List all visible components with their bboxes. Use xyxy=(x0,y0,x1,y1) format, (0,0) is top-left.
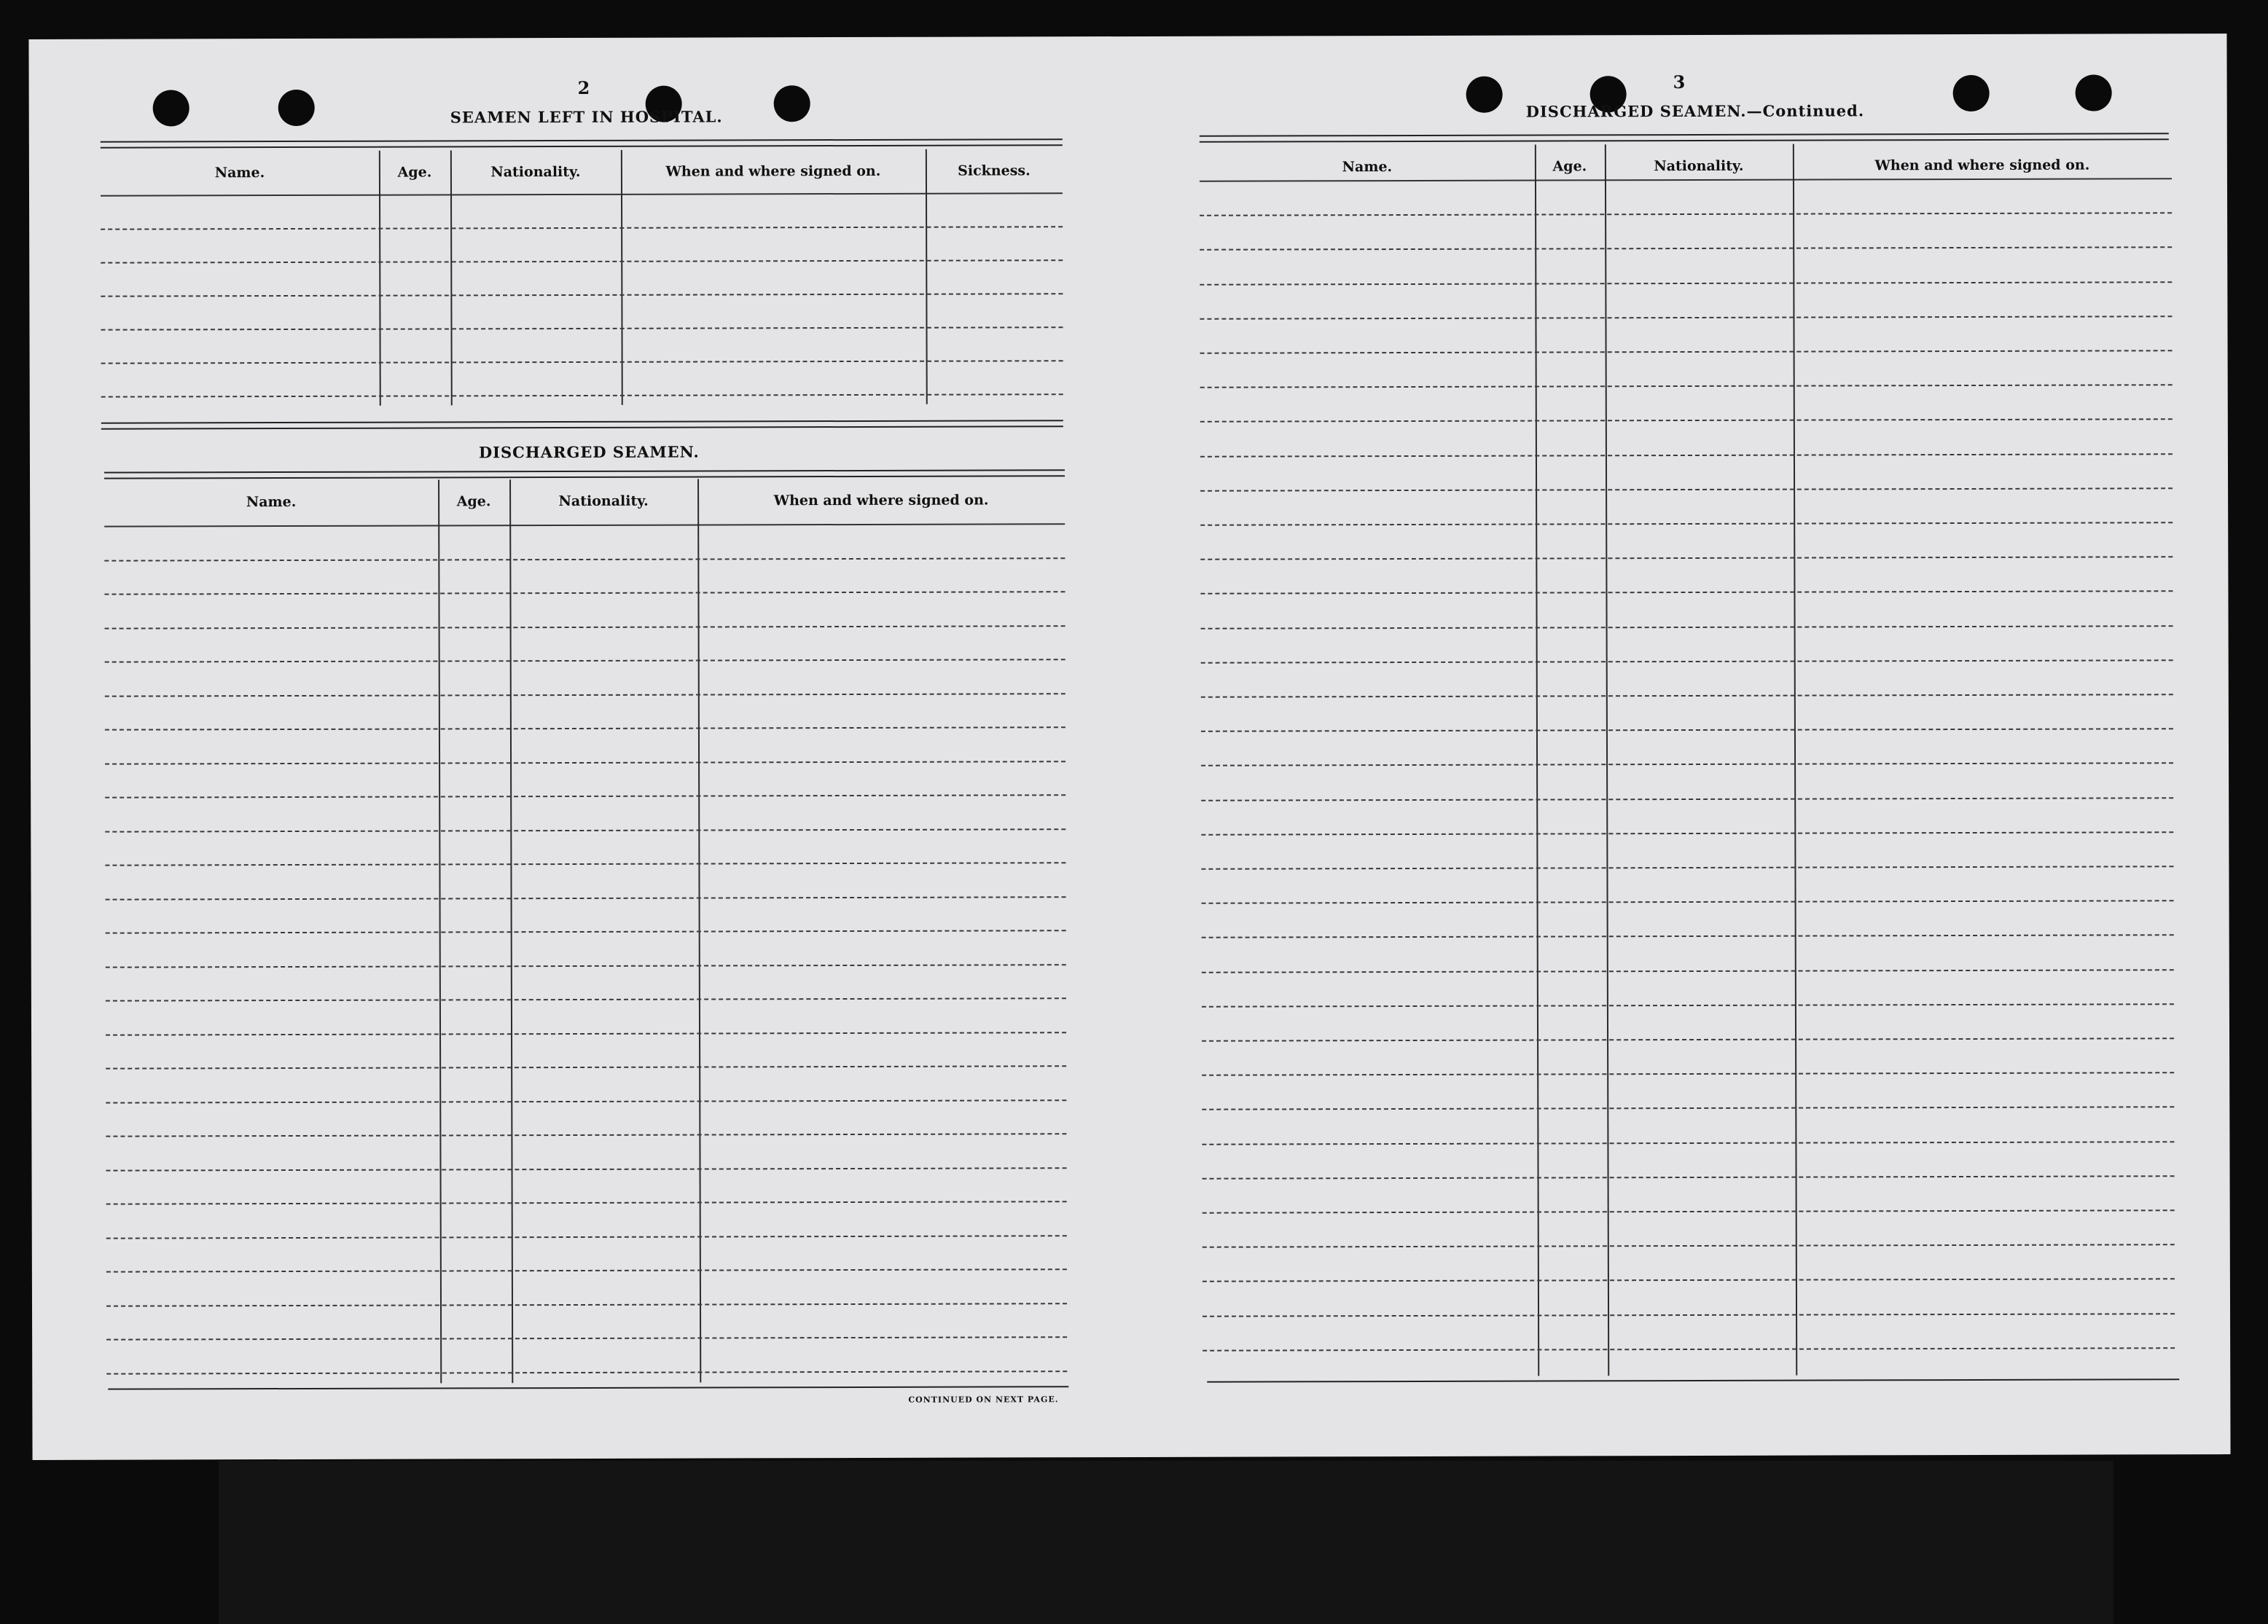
hospital-table xyxy=(101,149,1063,406)
column-header: Nationality. xyxy=(558,493,649,510)
table-row[interactable] xyxy=(105,693,1065,697)
table-row[interactable] xyxy=(1202,1107,2174,1110)
ledger-sheet xyxy=(28,34,2230,1460)
table-row[interactable] xyxy=(1200,522,2173,525)
table-row[interactable] xyxy=(106,1032,1066,1035)
column-header: When and where signed on. xyxy=(1874,157,2090,174)
column-divider xyxy=(1793,144,1797,1376)
table-row[interactable] xyxy=(101,293,1063,297)
table-row[interactable] xyxy=(106,964,1066,968)
table-row[interactable] xyxy=(1203,1347,2175,1351)
table-row[interactable] xyxy=(1202,935,2174,938)
column-header: Age. xyxy=(397,164,432,181)
column-header: Name. xyxy=(246,493,297,511)
table-row[interactable] xyxy=(1203,1175,2175,1179)
title-rule xyxy=(1200,133,2169,142)
table-row[interactable] xyxy=(106,1268,1067,1272)
table-row[interactable] xyxy=(1200,487,2173,491)
table-row[interactable] xyxy=(1200,315,2172,319)
table-row[interactable] xyxy=(1202,1003,2174,1007)
page-number: 3 xyxy=(1673,71,1686,93)
column-divider xyxy=(1535,145,1539,1376)
column-divider xyxy=(1605,144,1609,1376)
table-row[interactable] xyxy=(104,557,1065,561)
table-row[interactable] xyxy=(106,896,1066,900)
bottom-rule xyxy=(1207,1378,2179,1382)
table-row[interactable] xyxy=(105,625,1065,629)
table-row[interactable] xyxy=(1200,281,2172,285)
table-row[interactable] xyxy=(1200,350,2173,353)
title-rule xyxy=(101,138,1063,148)
table-row[interactable] xyxy=(1200,591,2173,595)
table-row[interactable] xyxy=(1201,763,2173,766)
table-row[interactable] xyxy=(106,1133,1066,1137)
background-shadow xyxy=(219,1461,2113,1624)
table-row[interactable] xyxy=(106,1370,1067,1374)
table-row[interactable] xyxy=(106,1303,1067,1306)
table-row[interactable] xyxy=(104,591,1065,595)
column-header: Age. xyxy=(456,493,491,510)
table-row[interactable] xyxy=(1201,831,2173,835)
table-row[interactable] xyxy=(105,726,1065,730)
continued-note: CONTINUED ON NEXT PAGE. xyxy=(908,1394,1059,1405)
table-row[interactable] xyxy=(1202,1037,2174,1041)
table-row[interactable] xyxy=(106,1336,1067,1340)
table-row[interactable] xyxy=(106,1167,1067,1171)
table-row[interactable] xyxy=(1201,728,2173,731)
table-row[interactable] xyxy=(105,862,1065,866)
column-header: Nationality. xyxy=(490,163,581,181)
table-row[interactable] xyxy=(1203,1279,2175,1282)
table-row[interactable] xyxy=(1202,1141,2174,1145)
table-row[interactable] xyxy=(1200,556,2173,560)
table-row[interactable] xyxy=(101,259,1063,263)
table-row[interactable] xyxy=(1201,866,2173,869)
column-header: When and where signed on. xyxy=(665,162,881,180)
discharged-continued-table xyxy=(1200,143,2175,1376)
table-row[interactable] xyxy=(1203,1313,2175,1317)
right-page xyxy=(1200,67,2181,1403)
table-row[interactable] xyxy=(106,1235,1067,1239)
table-row[interactable] xyxy=(106,1099,1066,1103)
column-header: Sickness. xyxy=(958,162,1031,179)
table-row[interactable] xyxy=(106,1201,1067,1204)
table-row[interactable] xyxy=(1200,247,2172,251)
table-row[interactable] xyxy=(106,930,1066,933)
page-number: 2 xyxy=(577,77,590,98)
table-row[interactable] xyxy=(1201,797,2173,801)
table-row[interactable] xyxy=(1202,900,2174,903)
table-row[interactable] xyxy=(105,659,1065,662)
table-row[interactable] xyxy=(1201,659,2173,663)
table-row[interactable] xyxy=(1200,453,2173,457)
table-row[interactable] xyxy=(1200,384,2173,388)
hospital-section-title: SEAMEN LEFT IN HOSPITAL. xyxy=(450,107,723,127)
table-row[interactable] xyxy=(1200,419,2173,423)
table-row[interactable] xyxy=(1202,969,2174,973)
table-row[interactable] xyxy=(1201,694,2173,697)
table-row[interactable] xyxy=(101,326,1063,330)
column-header: Nationality. xyxy=(1654,157,1744,175)
table-row[interactable] xyxy=(105,828,1065,832)
table-row[interactable] xyxy=(1202,1072,2174,1075)
column-header: Name. xyxy=(214,165,265,181)
table-row[interactable] xyxy=(101,226,1063,230)
discharged-table xyxy=(104,478,1067,1384)
left-page xyxy=(101,70,1068,1405)
table-row[interactable] xyxy=(106,997,1066,1001)
table-row[interactable] xyxy=(1203,1209,2175,1213)
table-row[interactable] xyxy=(105,761,1065,764)
table-row[interactable] xyxy=(1201,625,2173,629)
section-rule xyxy=(101,420,1063,429)
table-row[interactable] xyxy=(1203,1244,2175,1247)
title-rule xyxy=(104,469,1065,479)
column-header: Name. xyxy=(1342,159,1393,176)
table-row[interactable] xyxy=(1200,212,2172,216)
discharged-continued-title: DISCHARGED SEAMEN.—Continued. xyxy=(1525,101,1865,121)
bottom-rule xyxy=(108,1386,1068,1389)
column-header: Age. xyxy=(1552,158,1587,175)
table-row[interactable] xyxy=(105,794,1065,798)
column-header: When and where signed on. xyxy=(773,492,989,509)
table-row[interactable] xyxy=(101,393,1063,397)
discharged-section-title: DISCHARGED SEAMEN. xyxy=(478,442,700,462)
table-row[interactable] xyxy=(101,360,1063,364)
table-row[interactable] xyxy=(106,1065,1066,1069)
